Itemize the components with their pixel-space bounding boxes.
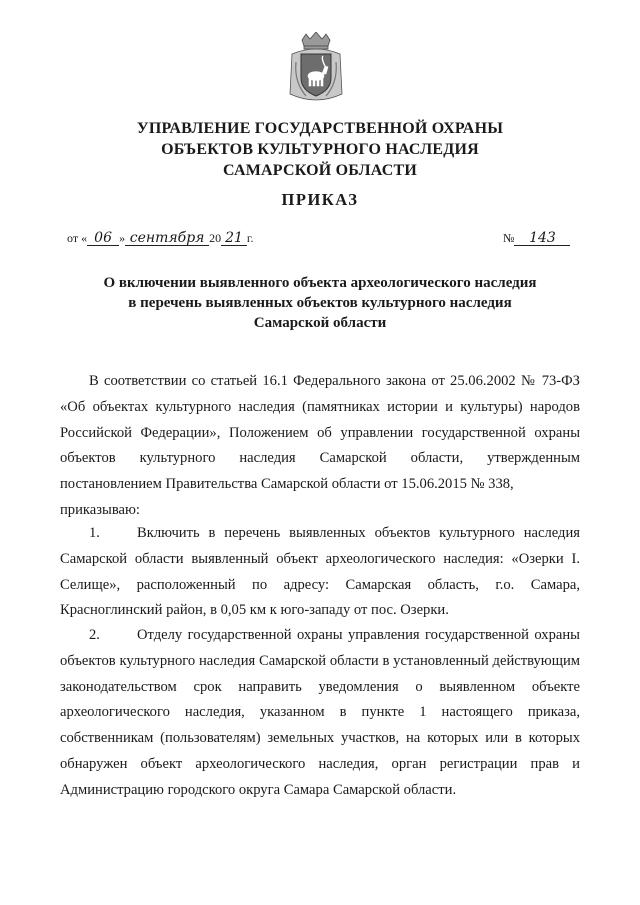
order-item-number: 2. (89, 627, 100, 643)
order-item-text: Отделу государственной охраны управления государственной охраны объектов культурного наследия Самарской области в установленный действующим законодательством срок направить уведомления о выявленном объекте археологического наследия, указанном в пункте 1 настоящего приказа, собственникам (пользователям) земельных участков, на которых или в которых обнаружен объект археологического наследия, орган регистрации прав и Администрацию городского округа Самара Самарской области. (60, 627, 580, 798)
organization-name-line: ОБЪЕКТОВ КУЛЬТУРНОГО НАСЛЕДИЯ (161, 141, 479, 158)
preamble-paragraph (60, 369, 580, 524)
order-item-number: 1. (89, 525, 100, 541)
order-item-2 (60, 623, 580, 804)
subject-line: О включении выявленного объекта археологического наследия (103, 275, 537, 291)
subject-line: Самарской области (253, 315, 387, 331)
organization-name-line: САМАРСКОЙ ОБЛАСТИ (223, 162, 417, 179)
number-prefix: № (503, 231, 515, 245)
order-item-text: Включить в перечень выявленных объектов культурного наследия Самарской области выявленный объект археологического наследия: «Озерки I. Селище», расположенный по адресу: Самарская область, г.о. Самара, Красноглинский район, в 0,05 км к юго-западу от пос. Озерки. (60, 525, 580, 619)
date-suffix: г. (246, 231, 254, 245)
preamble-text: В соответствии со статьей 16.1 Федерального закона от 25.06.2002 № 73-ФЗ «Об объектах культурного наследия (памятниках истории и культуры) народов Российской Федерации», Положением об управлении государственной охраны объектов культурного наследия Самарской области, утвержденным постановлением Правительства Самарской области от 15.06.2015 № 338, (60, 373, 580, 493)
subject-line: в перечень выявленных объектов культурного наследия (128, 295, 512, 311)
document-date (67, 231, 254, 246)
organization-name (0, 118, 640, 181)
document-subject (0, 273, 640, 333)
date-prefix: от « (67, 231, 88, 245)
date-mid: » (119, 231, 126, 245)
samara-region-coat-of-arms-icon (286, 32, 346, 104)
document-type: ПРИКАЗ (281, 190, 359, 209)
number-value: 143 (514, 231, 570, 246)
date-year-prefix: 20 (209, 231, 222, 245)
document-number (503, 231, 570, 246)
organization-name-line: УПРАВЛЕНИЕ ГОСУДАРСТВЕННОЙ ОХРАНЫ (136, 120, 504, 137)
date-month: сентября (125, 231, 209, 246)
date-day: 06 (87, 231, 119, 246)
preamble-order-word: приказываю: (60, 501, 140, 518)
order-item-1 (60, 521, 580, 624)
date-year: 21 (221, 231, 247, 246)
